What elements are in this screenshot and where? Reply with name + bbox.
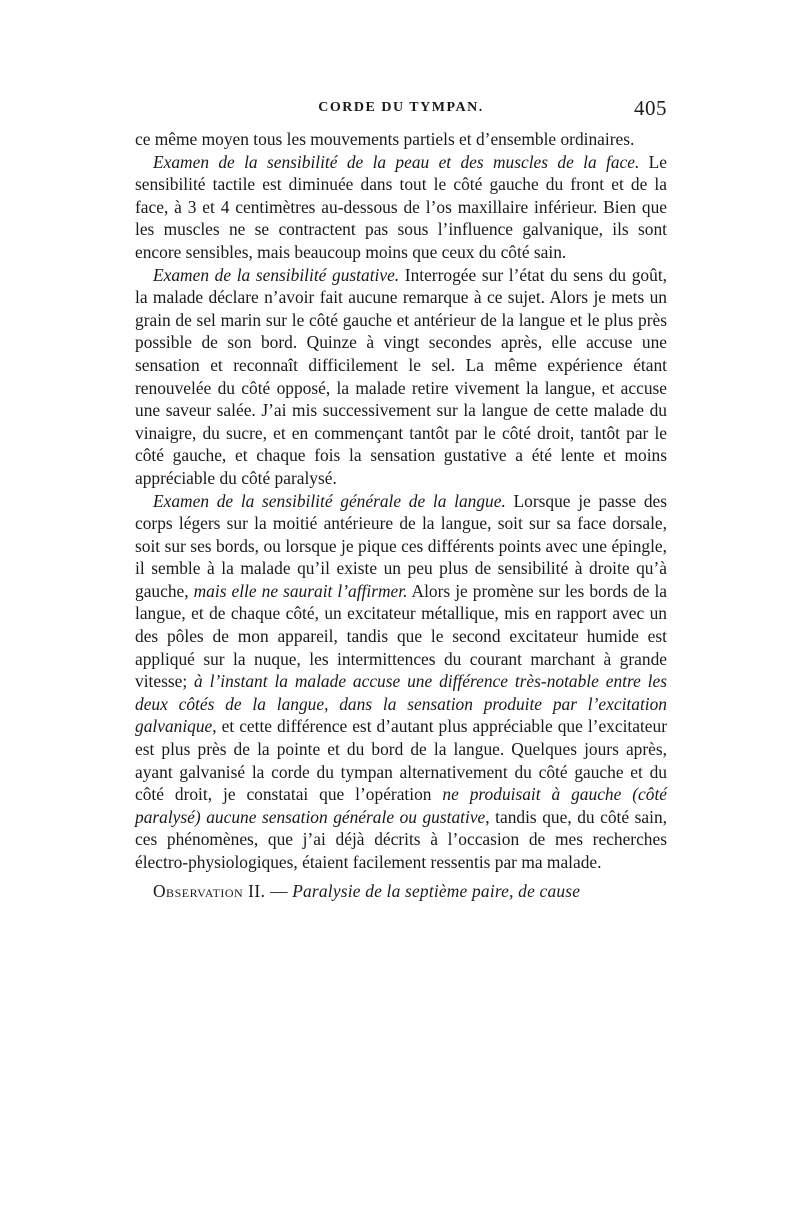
observation-heading <box>135 880 667 903</box>
observation-title: Paralysie de la septième paire, de cause <box>292 880 581 901</box>
paragraph-skin-muscle-exam <box>135 151 667 264</box>
running-head <box>135 96 667 126</box>
section-heading-italic: Examen de la sensibilité de la peau et des muscles de la face. <box>153 151 640 172</box>
italic-span: ne produisait à gauche (côté paralysé) aucune sensation générale ou gustative <box>135 784 667 827</box>
dash-separator: — <box>265 880 293 901</box>
running-title: CORDE DU TYMPAN. <box>318 100 484 115</box>
text-span: , et cette différence est d’autant plus appréciable que l’excitateur est plus près de la pointe et du bord de la langue. Quelques jours après, ayant galvanisé la corde du tympan alternativement du côté gauche et du côté droit, je constatai que l’opération <box>135 716 667 805</box>
text-span: Le sensibilité tactile est diminuée dans tout le côté gauche du front et de la face, à 3 et 4 centimètres au-dessous de l’os maxillaire inférieur. Bien que les muscles ne se contractent pas sous l’influence galvanique, ils sont encore sensibles, mais beaucoup moins que ceux du côté sain. <box>135 151 667 262</box>
paragraph-continuation <box>135 128 667 151</box>
section-heading-italic: Examen de la sensibilité générale de la langue. <box>153 490 506 511</box>
text-span: ce même moyen tous les mouvements partiels et d’ensemble ordinaires. <box>135 129 635 149</box>
paragraph-tongue-sensitivity-exam <box>135 490 667 874</box>
book-page <box>135 96 667 902</box>
italic-span: mais elle ne saurait l’affirmer. <box>193 580 408 601</box>
section-heading-italic: Examen de la sensibilité gustative. <box>153 264 400 285</box>
italic-span: à l’instant la malade accuse une différence très-notable entre les deux côtés de la langue, dans la sensation produite par l’excitation galvanique <box>135 671 668 737</box>
paragraph-gustatory-exam <box>135 264 667 490</box>
text-span: Interrogée sur l’état du sens du goût, la malade déclare n’avoir fait aucune remarque à ce sujet. Alors je mets un grain de sel marin sur le côté gauche et antérieur de la langue et le plus près possible de son bord. Quinze à vingt secondes après, elle accuse une sensation et reconnaît difficilement le sel. La même expérience étant renouvelée du côté opposé, la malade retire vivement la langue, et accuse une saveur salée. J’ai mis successivement sur la langue de cette malade du vinaigre, du sucre, et en commençant tantôt par le côté droit, tantôt par le côté gauche, et chaque fois la sensation gustative a été lente et moins appréciable du côté paralysé. <box>135 264 667 488</box>
page-number: 405 <box>634 96 667 120</box>
text-span: Lorsque je passe des corps légers sur la moitié antérieure de la langue, soit sur sa face dorsale, soit sur ses bords, ou lorsque je pique ces différents points avec une épingle, il semble à la malade qu’il existe un peu plus de sensibilité à droite qu’à gauche, <box>135 490 668 601</box>
observation-label: Observation II. <box>153 880 266 901</box>
text-span: , tandis que, du côté sain, ces phénomènes, que j’ai déjà décrits à l’occasion de mes recherches électro-physiologiques, étaient facilement ressentis par ma malade. <box>135 806 667 872</box>
text-span: Alors je promène sur les bords de la langue, et de chaque côté, un excitateur métallique, mis en rapport avec un des pôles de mon appareil, tandis que le second excitateur humide est appliqué sur la nuque, les intermittences du courant marchant à grande vitesse; <box>135 580 667 692</box>
